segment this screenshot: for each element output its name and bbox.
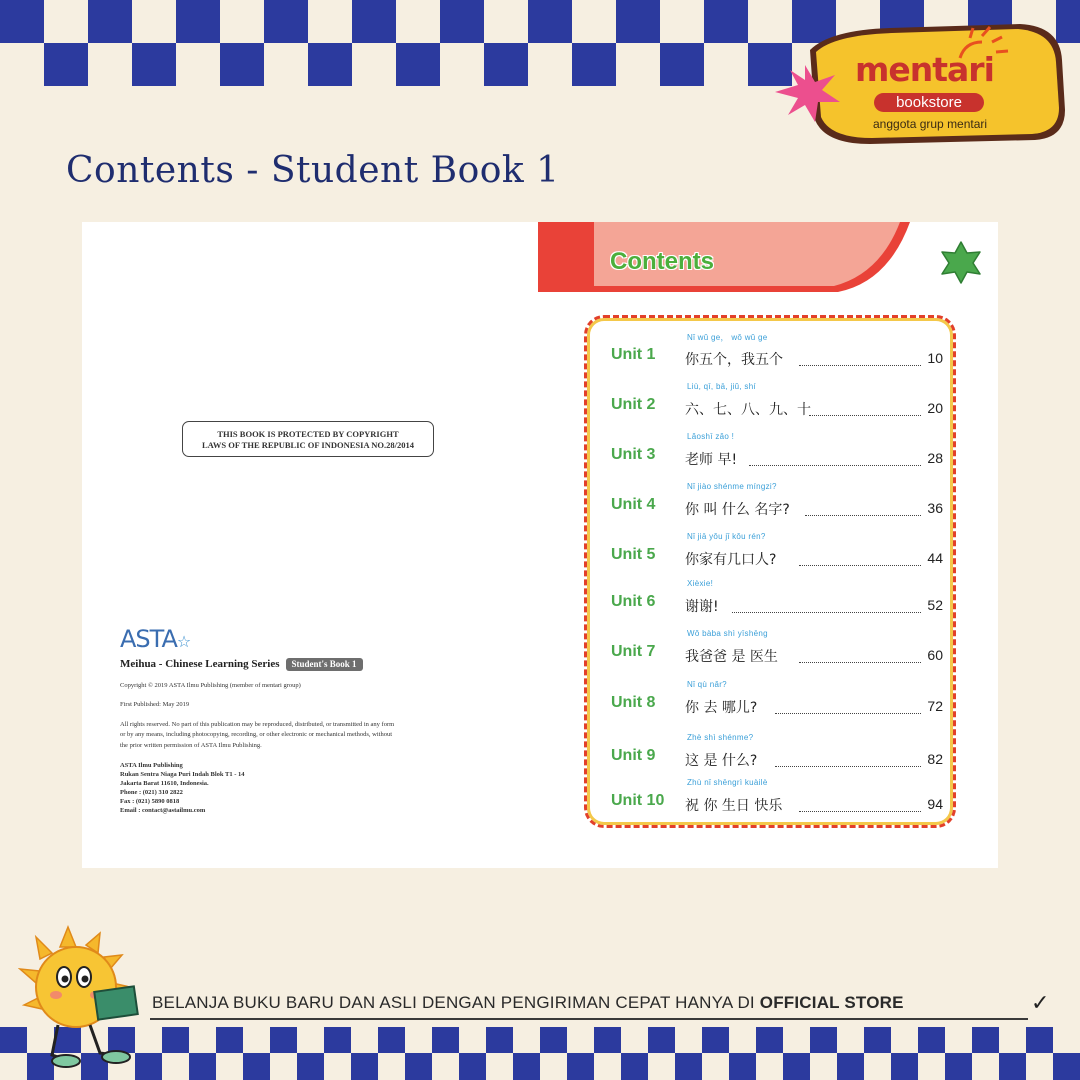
unit-pinyin: Nǐ jiào shénme míngzi? [687, 482, 777, 491]
unit-page: 36 [927, 500, 943, 516]
checkmark-icon: ✓ [1031, 990, 1050, 1015]
promo-text-main: BELANJA BUKU BARU DAN ASLI DENGAN PENGIRIMAN CEPAT HANYA DI [152, 993, 760, 1012]
unit-page: 72 [927, 698, 943, 714]
brand-badge: bookstore [874, 93, 984, 112]
unit-pinyin: Nǐ qù nǎr? [687, 680, 727, 689]
unit-pinyin: Nǐ jiā yǒu jǐ kǒu rén? [687, 532, 766, 541]
toc-row[interactable] [587, 331, 959, 379]
fax-line: Fax : (021) 5890 0818 [120, 798, 180, 805]
unit-pinyin: Zhù nǐ shēngrì kuàilè [687, 778, 768, 787]
rights-text: or by any means, including photocopying, recording, or other electronic or mechanical methods, without [120, 731, 393, 738]
flower-icon [938, 239, 984, 285]
unit-label: Unit 7 [611, 643, 656, 660]
leader-dots [809, 405, 921, 416]
sun-mascot-icon [18, 925, 148, 1075]
copyright-line: Copyright © 2019 ASTA Ilmu Publishing (member of mentari group) [120, 682, 301, 689]
unit-title: 老师 早! [685, 452, 738, 468]
unit-pinyin: Liù, qī, bā, jiǔ, shí [687, 382, 757, 391]
promo-underline [150, 1018, 1028, 1020]
unit-pinyin: Wǒ bàba shì yīshēng [687, 629, 768, 638]
unit-pinyin: Lǎoshī zǎo ! [687, 432, 735, 441]
checker-border-bottom [0, 1027, 1080, 1080]
rights-text: All rights reserved. No part of this publication may be reproduced, distributed, or transmitted in any form [120, 721, 395, 728]
leader-dots [799, 652, 921, 663]
toc-row[interactable] [587, 481, 959, 529]
email-line: Email : contact@astailmu.com [120, 807, 206, 814]
leader-dots [799, 355, 921, 366]
unit-page: 52 [927, 597, 943, 613]
official-store-label: OFFICIAL STORE [759, 993, 904, 1012]
toc-row[interactable] [587, 431, 959, 479]
unit-label: Unit 8 [611, 694, 656, 711]
leader-dots [799, 801, 921, 812]
leader-dots [749, 455, 921, 466]
unit-title: 祝 你 生日 快乐 [685, 798, 783, 814]
unit-title: 六、七、八、九、十 [685, 402, 811, 418]
rights-text: the prior written permission of ASTA Ilmu Publishing. [120, 742, 262, 749]
toc-row[interactable] [587, 578, 959, 626]
publisher-logo [120, 625, 190, 653]
publisher-logo-text: ASTA [120, 625, 177, 653]
unit-title: 这 是 什么? [685, 753, 758, 769]
unit-page: 60 [927, 647, 943, 663]
address-line: Rukan Sentra Niaga Puri Indah Blok T1 - 14 [120, 771, 245, 778]
copyright-notice-line: THIS BOOK IS PROTECTED BY COPYRIGHT [217, 429, 399, 439]
contents-banner [538, 222, 910, 292]
unit-label: Unit 10 [611, 792, 665, 809]
unit-label: Unit 6 [611, 593, 656, 610]
address-name: ASTA Ilmu Publishing [120, 762, 183, 769]
unit-pinyin: Zhè shì shénme? [687, 733, 754, 742]
unit-label: Unit 9 [611, 747, 656, 764]
series-badge: Student's Book 1 [286, 658, 363, 671]
toc-row[interactable] [587, 679, 959, 727]
unit-page: 20 [927, 400, 943, 416]
phone-line: Phone : (021) 310 2822 [120, 789, 183, 796]
copyright-notice [182, 421, 434, 457]
book-spread-image [82, 222, 998, 868]
leader-dots [799, 555, 921, 566]
brand-name: mentari [855, 50, 994, 89]
unit-label: Unit 4 [611, 496, 656, 513]
table-of-contents [584, 315, 956, 828]
series-name: Meihua - Chinese Learning Series [120, 658, 280, 670]
series-title [120, 658, 363, 671]
toc-row[interactable] [587, 628, 959, 676]
address-line: Jakarta Barat 11610, Indonesia. [120, 780, 209, 787]
unit-page: 94 [927, 796, 943, 812]
unit-label: Unit 2 [611, 396, 656, 413]
unit-title: 我爸爸 是 医生 [685, 649, 778, 665]
page-title: Contents - Student Book 1 [66, 150, 560, 191]
leader-dots [732, 602, 921, 613]
unit-title: 你 叫 什么 名字? [685, 502, 790, 518]
leader-dots [775, 703, 921, 714]
unit-pinyin: Xièxie! [687, 579, 714, 588]
leader-dots [805, 505, 921, 516]
unit-title: 谢谢! [685, 599, 719, 615]
unit-label: Unit 1 [611, 346, 656, 363]
leader-dots [775, 756, 921, 767]
toc-row[interactable] [587, 381, 959, 429]
toc-row[interactable] [587, 777, 959, 825]
unit-label: Unit 5 [611, 546, 656, 563]
contents-title: Contents [610, 248, 714, 275]
toc-row[interactable] [587, 732, 959, 780]
brand-tagline: anggota grup mentari [873, 117, 988, 131]
star-icon: ☆ [176, 632, 191, 651]
unit-title: 你 去 哪儿? [685, 700, 758, 716]
toc-row[interactable] [587, 531, 959, 579]
unit-title: 你五个，我五个 [685, 352, 783, 368]
first-published: First Published: May 2019 [120, 701, 190, 708]
copyright-notice-line: LAWS OF THE REPUBLIC OF INDONESIA NO.28/2014 [202, 440, 414, 450]
unit-page: 82 [927, 751, 943, 767]
unit-page: 28 [927, 450, 943, 466]
unit-page: 44 [927, 550, 943, 566]
unit-page: 10 [927, 350, 943, 366]
promo-text [152, 993, 904, 1013]
unit-title: 你家有几口人? [685, 552, 777, 568]
unit-label: Unit 3 [611, 446, 656, 463]
unit-pinyin: Nǐ wǔ ge， wǒ wǔ ge [687, 333, 768, 342]
